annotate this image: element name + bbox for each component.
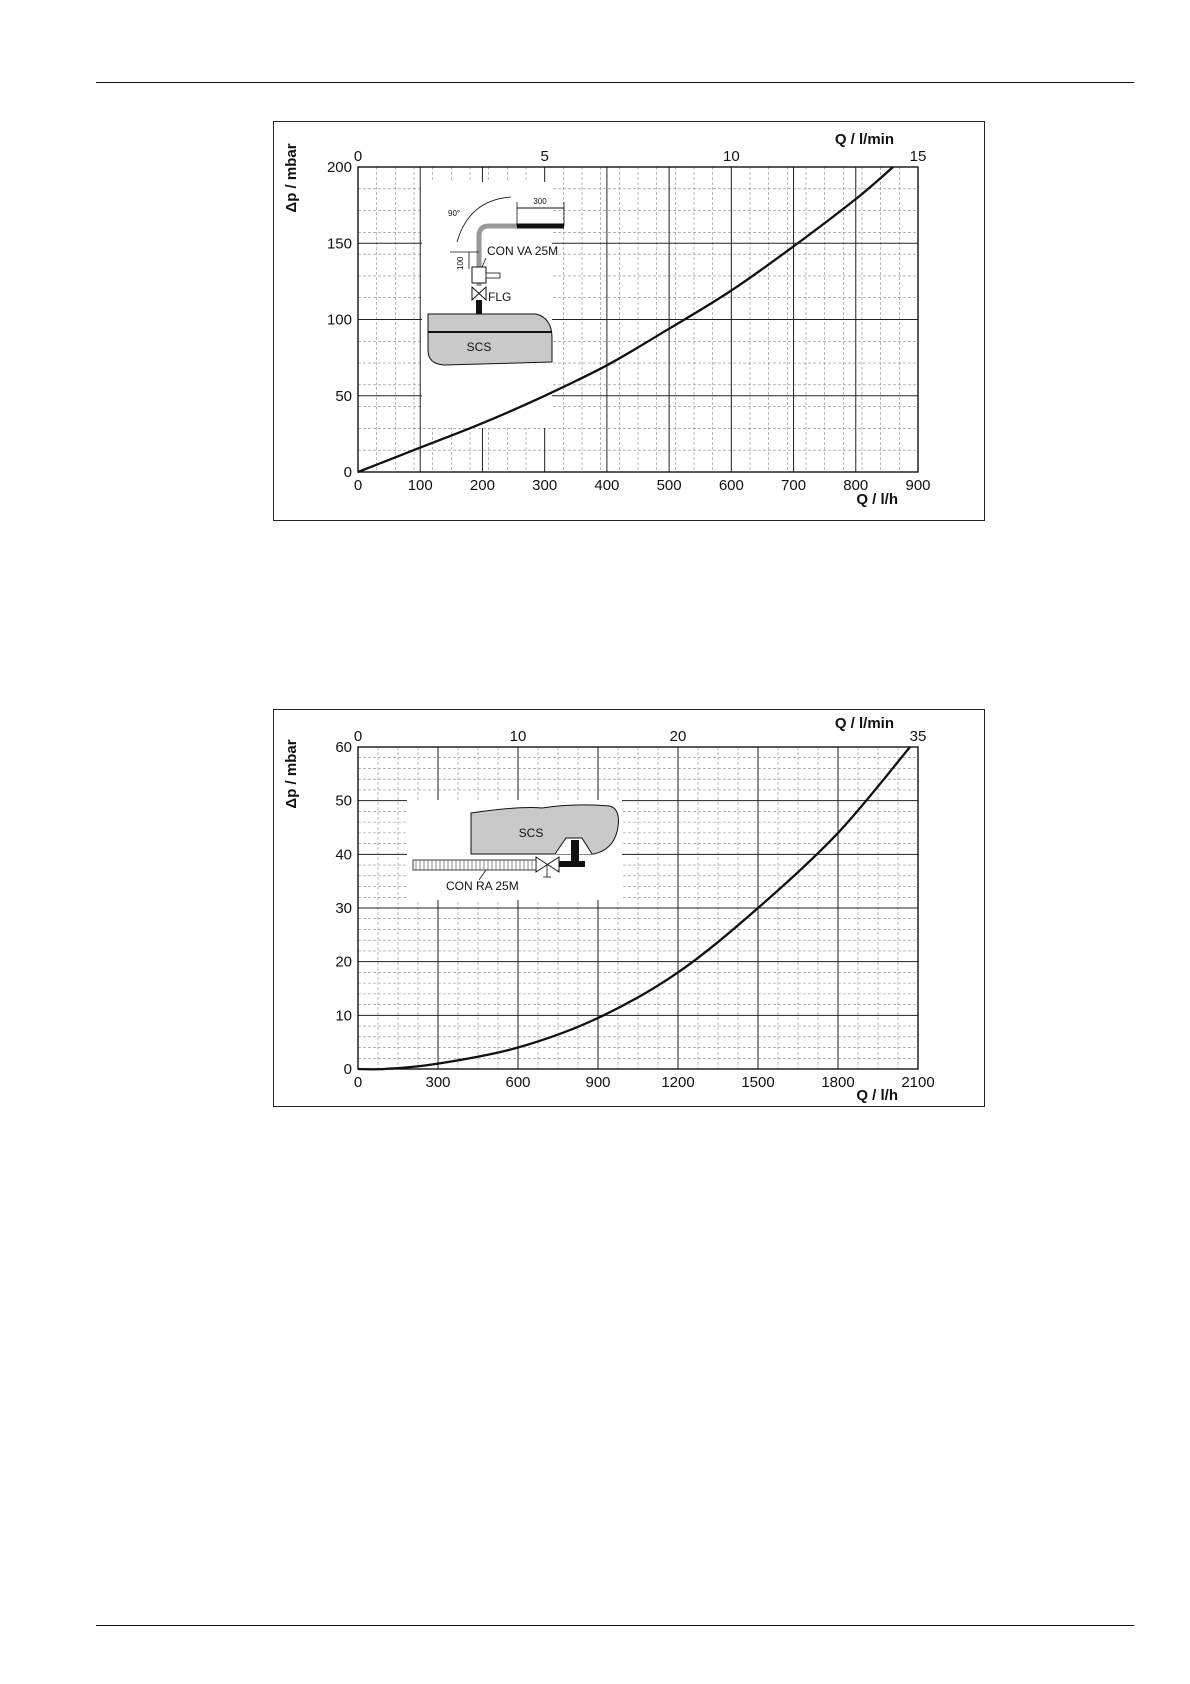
angle-90-label: 90°	[448, 209, 461, 218]
y-tick-label: 10	[335, 1007, 352, 1025]
chart-1-top-ticks	[354, 148, 927, 165]
chart-1-top-axis-label: Q / l/min	[834, 131, 894, 148]
top-tick-label: 0	[353, 148, 363, 165]
top-tick-label: 35	[909, 728, 927, 745]
chart-1-y-axis-label: Δp / mbar	[283, 143, 300, 213]
y-tick-label: 40	[335, 846, 352, 864]
top-tick-label: 5	[540, 148, 549, 165]
y-tick-label: 60	[335, 739, 352, 756]
chart-1-inset-diagram	[422, 182, 564, 428]
chart-1-svg	[274, 122, 984, 520]
connector-valve	[486, 273, 500, 278]
x-tick-label: 900	[905, 477, 931, 494]
chart-1-x-ticks	[354, 477, 931, 494]
chart-2-y-ticks	[335, 739, 352, 1078]
x-tick-label: 300	[425, 1074, 451, 1091]
top-tick-label: 20	[669, 728, 687, 745]
chart-2-svg	[274, 710, 984, 1106]
y-tick-label: 200	[326, 159, 352, 176]
y-tick-label: 50	[335, 792, 352, 810]
con-ra-25m-label: CON RA 25M	[446, 879, 519, 893]
y-tick-label: 150	[326, 235, 352, 253]
dimension-300-label: 300	[533, 197, 547, 206]
top-tick-label: 10	[722, 148, 740, 165]
scs-label: SCS	[518, 826, 544, 840]
top-tick-label: 15	[909, 148, 927, 165]
flg-label: FLG	[488, 290, 512, 304]
x-tick-label: 800	[843, 477, 869, 494]
x-tick-label: 1500	[741, 1074, 775, 1091]
y-tick-label: 50	[335, 387, 352, 405]
chart-2-major-grid	[358, 747, 918, 1069]
x-tick-label: 1800	[821, 1074, 855, 1091]
valve-stem	[476, 300, 482, 314]
pressure-drop-chart-1	[273, 121, 985, 521]
x-tick-label: 300	[532, 477, 558, 494]
connector-body	[472, 267, 486, 283]
header-rule	[96, 82, 1134, 83]
outlet-flange	[559, 861, 585, 867]
pressure-drop-chart-2	[273, 709, 985, 1107]
y-tick-label: 100	[326, 311, 352, 329]
x-tick-label: 500	[656, 477, 682, 494]
chart-1-x-axis-label: Q / l/h	[856, 491, 898, 508]
x-tick-label: 600	[718, 477, 744, 494]
top-tick-label: 0	[353, 728, 363, 745]
x-tick-label: 100	[407, 477, 433, 494]
chart-2-top-axis-label: Q / l/min	[834, 715, 894, 732]
x-tick-label: 0	[353, 477, 363, 494]
chart-1-y-ticks	[327, 159, 352, 481]
corrugated-hose	[413, 860, 536, 870]
x-tick-label: 700	[781, 477, 807, 494]
scs-tank	[471, 805, 618, 854]
x-tick-label: 900	[585, 1074, 611, 1091]
y-tick-label: 30	[335, 900, 352, 917]
x-tick-label: 400	[594, 477, 620, 494]
y-tick-label: 20	[335, 953, 352, 971]
x-tick-label: 1200	[661, 1074, 695, 1091]
con-va-25m-label: CON VA 25M	[487, 244, 559, 258]
scs-label: SCS	[466, 340, 492, 354]
dimension-100-label: 100	[456, 256, 465, 270]
y-tick-label: 0	[343, 1061, 352, 1078]
outlet-stem	[571, 840, 579, 864]
footer-rule	[96, 1625, 1134, 1626]
inset-background	[422, 182, 552, 428]
y-tick-label: 0	[343, 464, 352, 481]
x-tick-label: 600	[505, 1074, 531, 1091]
chart-2-x-axis-label: Q / l/h	[856, 1087, 898, 1104]
chart-2-x-ticks	[354, 1074, 935, 1091]
top-tick-label: 10	[509, 728, 527, 745]
x-tick-label: 0	[353, 1074, 363, 1091]
chart-2-inset-diagram	[407, 800, 622, 900]
chart-2-y-axis-label: Δp / mbar	[283, 739, 300, 809]
x-tick-label: 200	[469, 477, 495, 494]
x-tick-label: 2100	[901, 1074, 935, 1091]
